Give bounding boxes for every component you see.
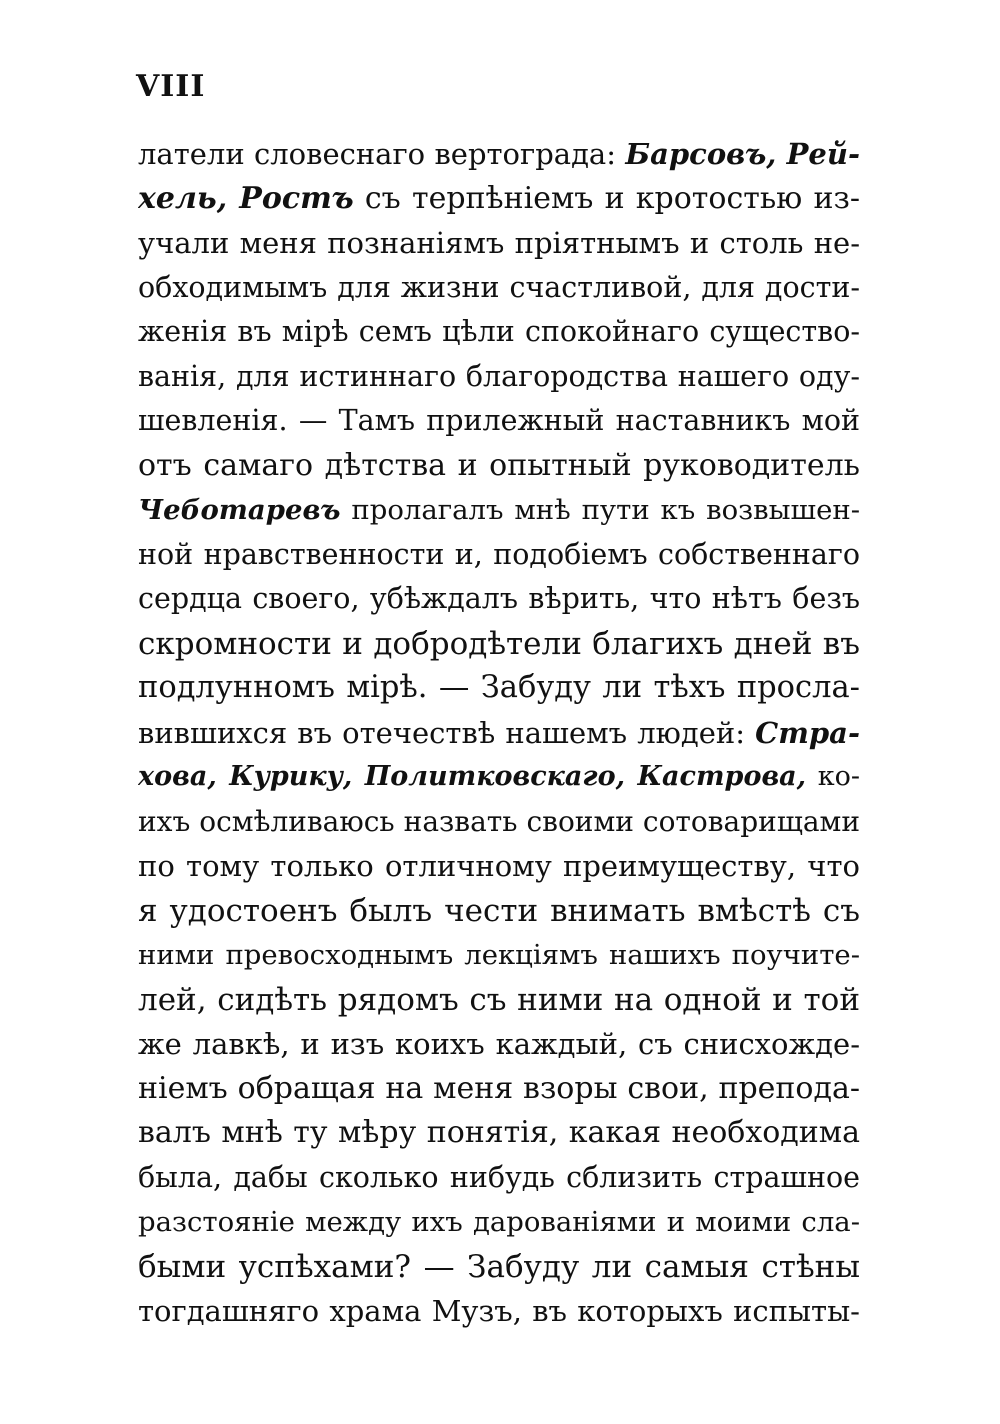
text-segment: была, дабы сколько нибудь сблизить страшное xyxy=(138,1160,860,1194)
text-segment: съ терпѣніемъ и кротостью из- xyxy=(353,180,860,216)
text-segment: обходимымъ для жизни счастливой, для дости- xyxy=(138,270,860,304)
text-line xyxy=(138,1200,860,1245)
italic-name-segment: Чеботаревъ xyxy=(138,494,341,526)
text-line xyxy=(138,177,860,222)
text-line xyxy=(138,132,860,177)
text-segment: ко- xyxy=(806,761,860,792)
text-line xyxy=(138,488,860,533)
text-segment: я удостоенъ былъ чести внимать вмѣстѣ съ xyxy=(138,892,860,929)
text-line xyxy=(138,933,860,978)
text-segment: учали меня познаніямъ пріятнымъ и столь не- xyxy=(138,226,860,260)
text-segment: валъ мнѣ ту мѣру понятія, какая необходима xyxy=(138,1115,860,1150)
text-segment: ихъ осмѣливаюсь назвать своими сотоварищами xyxy=(138,804,860,838)
text-line xyxy=(138,711,860,756)
text-line xyxy=(138,444,860,489)
body-text xyxy=(138,132,860,1334)
text-line xyxy=(138,533,860,578)
text-segment: скромности и добродѣтели благихъ дней въ xyxy=(138,625,860,662)
text-line xyxy=(138,755,860,800)
text-segment: лей, сидѣть рядомъ съ ними на одной и той xyxy=(138,981,860,1018)
text-line xyxy=(138,1111,860,1156)
text-segment: же лавкѣ, и изъ коихъ каждый, съ снисхожде- xyxy=(138,1027,860,1061)
text-line xyxy=(138,1156,860,1201)
text-segment: пролагалъ мнѣ пути къ возвышен- xyxy=(340,494,860,526)
text-line xyxy=(138,1067,860,1112)
text-segment: тогдашняго храма Музъ, въ которыхъ испыты- xyxy=(138,1294,860,1328)
italic-name-segment: хель, Ростъ xyxy=(138,180,354,216)
italic-name-segment: Барсовъ, Рей- xyxy=(625,137,860,171)
text-line xyxy=(138,844,860,889)
text-line xyxy=(138,355,860,400)
text-line xyxy=(138,978,860,1023)
text-segment: отъ самаго дѣтства и опытный руководитель xyxy=(138,447,860,483)
text-segment: подлунномъ мірѣ. — Забуду ли тѣхъ просла- xyxy=(138,670,860,705)
text-line xyxy=(138,1022,860,1067)
text-segment: ними превосходнымъ лекціямъ нашихъ поучите- xyxy=(138,939,860,971)
text-segment: женія въ мірѣ семъ цѣли спокойнаго существо- xyxy=(138,315,860,348)
text-segment: латели словеснаго вертограда: xyxy=(138,137,626,171)
italic-name-segment: Стра- xyxy=(755,715,860,750)
text-segment: вившихся въ отечествѣ нашемъ людей: xyxy=(138,715,756,750)
text-line xyxy=(138,266,860,311)
text-segment: ванія, для истиннаго благородства нашего оду- xyxy=(138,359,860,393)
text-segment: ной нравственности и, подобіемъ собственнаго xyxy=(138,537,860,571)
text-line xyxy=(138,1289,860,1334)
text-line xyxy=(138,577,860,622)
text-segment: сердца своего, убѣждалъ вѣрить, что нѣтъ безъ xyxy=(138,582,860,615)
text-line xyxy=(138,666,860,711)
page-number: VIII xyxy=(136,69,206,104)
text-line xyxy=(138,399,860,444)
text-line xyxy=(138,310,860,355)
text-segment: шевленія. — Тамъ прилежный наставникъ мой xyxy=(138,404,860,437)
text-line xyxy=(138,221,860,266)
text-segment: разстояніе между ихъ дарованіями и моими сла- xyxy=(138,1206,860,1238)
text-line xyxy=(138,889,860,934)
text-line xyxy=(138,622,860,667)
text-segment: по тому только отличному преимуществу, что xyxy=(138,849,860,883)
text-line xyxy=(138,800,860,845)
text-segment: быми успѣхами? — Забуду ли самыя стѣны xyxy=(138,1248,860,1285)
italic-name-segment: хова, Курику, Политковскаго, Кастрова, xyxy=(138,761,807,792)
text-line xyxy=(138,1245,860,1290)
text-segment: ніемъ обращая на меня взоры свои, препода- xyxy=(138,1070,860,1106)
